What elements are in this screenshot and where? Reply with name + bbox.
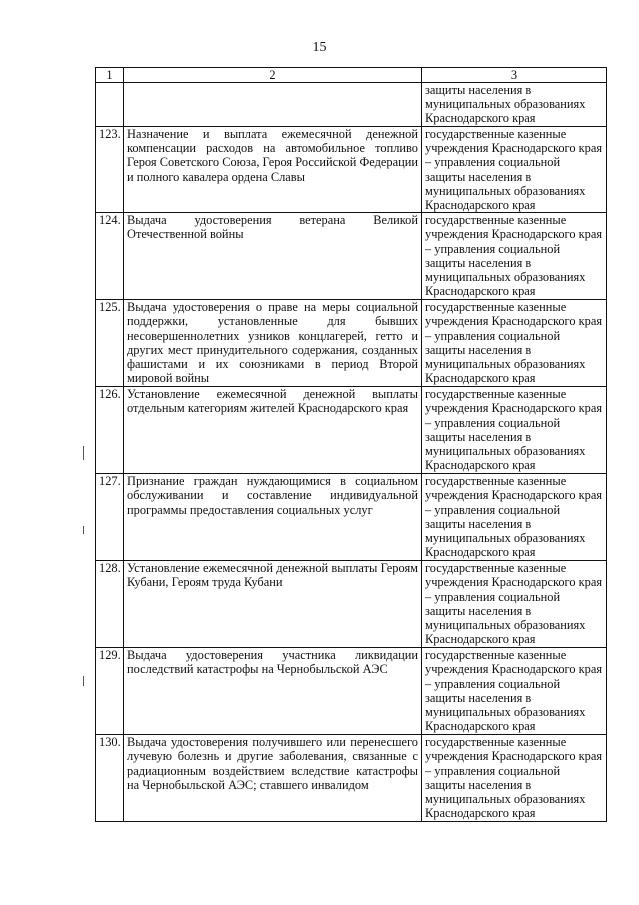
table-row [96,127,607,213]
provider-name: государственные казенные учреждения Краснодарского края – управления социальной защиты населения в муниципальных образованиях Краснодарского края [422,474,607,561]
row-number: 126. [96,387,124,474]
provider-name: государственные казенные учреждения Краснодарского края – управления социальной защиты населения в муниципальных образованиях Краснодарского края [422,561,607,648]
table-row [96,735,607,822]
row-number: 124. [96,213,124,300]
row-number [96,83,124,127]
row-number: 123. [96,127,124,213]
column-header-service: 2 [124,68,422,83]
column-header-provider: 3 [422,68,607,83]
table-row [96,387,607,474]
margin-mark [83,526,84,534]
table-row [96,474,607,561]
services-table [95,67,607,822]
provider-name: государственные казенные учреждения Краснодарского края – управления социальной защиты населения в муниципальных образованиях Краснодарского края [422,387,607,474]
provider-name: государственные казенные учреждения Краснодарского края – управления социальной защиты населения в муниципальных образованиях Краснодарского края [422,127,607,213]
margin-mark [83,676,84,686]
table-row [96,648,607,735]
row-number: 130. [96,735,124,822]
service-name [124,83,422,127]
provider-name: государственные казенные учреждения Краснодарского края – управления социальной защиты населения в муниципальных образованиях Краснодарского края [422,213,607,300]
service-name: Признание граждан нуждающимися в социальном обслуживании и составление индивидуальной программы предоставления социальных услуг [124,474,422,561]
provider-name: государственные казенные учреждения Краснодарского края – управления социальной защиты населения в муниципальных образованиях Краснодарского края [422,300,607,387]
table-row [96,561,607,648]
page-number: 15 [312,40,327,55]
table-row [96,300,607,387]
service-name: Установление ежемесячной денежной выплаты Героям Кубани, Героям труда Кубани [124,561,422,648]
row-number: 128. [96,561,124,648]
service-name: Выдача удостоверения получившего или перенесшего лучевую болезнь и другие заболевания, связанные с радиационным воздействием вследствие катастрофы на Чернобыльской АЭС; ставшего инвалидом [124,735,422,822]
row-number: 125. [96,300,124,387]
row-number: 129. [96,648,124,735]
service-name: Выдача удостоверения участника ликвидации последствий катастрофы на Чернобыльской АЭС [124,648,422,735]
service-name: Выдача удостоверения ветерана Великой Отечественной войны [124,213,422,300]
provider-name: государственные казенные учреждения Краснодарского края – управления социальной защиты населения в муниципальных образованиях Краснодарского края [422,648,607,735]
provider-name: государственные казенные учреждения Краснодарского края – управления социальной защиты населения в муниципальных образованиях Краснодарского края [422,735,607,822]
provider-continued: защиты населения в муниципальных образованиях Краснодарского края [422,83,607,127]
header-row [96,68,607,83]
row-number: 127. [96,474,124,561]
table-row [96,213,607,300]
service-name: Установление ежемесячной денежной выплаты отдельным категориям жителей Краснодарского края [124,387,422,474]
table-row-continuation [96,83,607,127]
margin-mark [83,446,84,460]
service-name: Назначение и выплата ежемесячной денежной компенсации расходов на автомобильное топливо Героя Советского Союза, Героя Российской Федерации и полного кавалера ордена Славы [124,127,422,213]
column-header-number: 1 [96,68,124,83]
service-name: Выдача удостоверения о праве на меры социальной поддержки, установленные для бывших несовершеннолетних узников концлагерей, гетто и других мест принудительного содержания, созданных фашистами и их союзниками в период Второй мировой войны [124,300,422,387]
